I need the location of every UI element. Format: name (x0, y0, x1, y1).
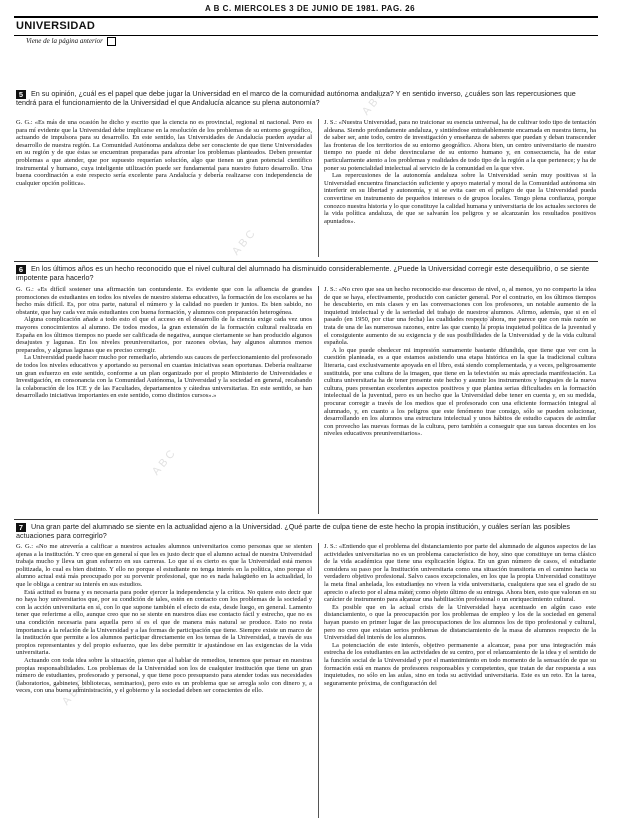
paragraph: J. S.: «Nuestra Universidad, para no traicionar su esencia universal, ha de cultivar todo tipo de tentación aldeana. Siendo profundamente andaluza, y sintiéndose entrañablemente encarnada en nuestra tierra, ha de saber ser, ante todo, centro de investigación y enseñanza de saberes que puedan y deban transcender las fronteras de los territorios de su entorno geográfico. Ahora bien, un centro universitario de nuestro tiempo no puede ni debe desvincularse de su entorno humano y, en consecuencia, ha de estar particularmente atento a los problemas y realidades de todo tipo de la región a la que pertenece; y ha de poner su potencialidad intelectual al servicio de la comunidad en la que vive. (324, 119, 596, 172)
continued-box-icon (107, 37, 116, 46)
question-divider (14, 519, 598, 520)
question-text: Una gran parte del alumnado se siente en la actualidad ajeno a la Universidad. ¿Qué parte de culpa tiene de este hecho la propia institución, y cuáles serían las posibles actuaciones para corregirlo? (16, 522, 570, 540)
paragraph: Está actitud es buena y es necesaria para poder ejercer la independencia y la crítica. No quiere esto decir que no haya hoy universitarios que, por su condición de tales, estén en contacto con los problemas de la sociedad y con la acción universitaria en sí, con lo que supone también el efecto de esta, desde luego, en general. Lamento tener que referirme a ello, aunque creo que no se siente en nuestros días ese contacto fácil y estrecho, que no es una condición necesaria para aquella pero sí es el que de manera más natural se produce. Esto no resta importancia a la relación de la Universidad y a las formas de participación que tiene. Siempre existe un marco de la institución que permite a los alumnos participar directamente en los temas de la Universidad, a través de sus propios representantes y del propio esfuerzo, que les debe permitir ir ajustándose en las exigencias de la vida universitaria. (16, 588, 312, 657)
paragraph: La potenciación de este interés, objetivo permanente a alcanzar, pasa por una integración más estrecha de los estudiantes en las actividades de su centro, por el relanzamiento de la idea y el sentido de la función social de la Universidad y por el mantenimiento en todo momento de la sensación de que su formación está en manos de profesores responsables y competentes, que tratan de dar respuesta a sus inquietudes, no sólo en las aulas, sino en toda su actividad universitaria. Este es un reto. En la tarea, seguramente próxima, de configuración del (324, 641, 596, 687)
question-6 (16, 265, 596, 283)
paragraph: J. S.: «No creo que sea un hecho reconocido ese descenso de nivel, o, al menos, yo no comparto la idea de que se haya, efectivamente, producido con carácter general. Por el contrario, en los últimos tiempos he descubierto, en mis clases y en las conversaciones con los profesores, un notable aumento de la inquietud intelectual y de la seriedad del trabajo de nuestros alumnos. Afirmo, además, que si en el pasado (en 1950, por citar una fecha) las cualidades respecto ahora, me parece que con más razón se trata de una de las numerosas razones, entre las que cuento la propia inquietud política de la juventud y el consiguiente aumento de su exigencia y de sus posibilidades de la Universidad y de la vida cultural española. (324, 286, 596, 347)
answer-5-right (324, 119, 596, 257)
continued-byline (26, 37, 116, 46)
column-divider (318, 543, 319, 818)
paragraph: Alguna complicación añade a todo esto el que el acceso en el desarrollo de la ciencia exige cada vez unos mayores conocimientos al alumno. De todos modos, la gran extensión de la formación cultural realizada en España en los últimos tiempos no puede ser calificada de negativa, aunque ciertamente se han producido algunos desajustes y lagunas. En los niveles preuniversitarios, por razones obvias, hay algunos alumnos menos preparados, y algunas lagunas que es preciso corregir. (16, 316, 312, 354)
question-7 (16, 523, 596, 541)
watermark: ABC (470, 305, 500, 338)
paragraph: Las repercusiones de la autonomía andaluza sobre la Universidad serán muy positivas si la Universidad encuentra financiación suficiente y apoyo material y moral de la Comunidad autónoma sin interferir en su libertad y autonomía, y si se evita caer en el peligro de que la Universidad pueda convertirse en instrumento de pequeños intereses o de grupos locales. Tengo plena confianza, porque conozco nuestra historia y lo que constituye la calidad humana y universitaria de los actuales sectores de la vida política andaluza, de que se salvarán los peligros y se alcanzarán los resultados positivos apuntados». (324, 172, 596, 225)
watermark: ABC (230, 225, 260, 258)
column-divider (318, 119, 319, 257)
paragraph: Es posible que en la actual crisis de la Universidad haya acentuado en algún caso este distanciamiento, o que la preocupación por los problemas de empleo y los de la sociedad en general hayan puesto en primer lugar de las preocupaciones de los alumnos los de tipo profesional y cultural, pero no creo que existan serios problemas de distanciamiento de la masa de alumnos respecto de la Universidad del interés de los alumnos. (324, 603, 596, 642)
paragraph: Actuando con toda idea sobre la situación, pienso que al hablar de remedios, tenemos que pensar en nuestras propias responsabilidades. Los problemas de la Universidad son los de cualquier institución que tiene un gran número de estudiantes, profesorado y personal, y que tiene poco presupuesto para atender todas sus necesidades (laboratorios, gabinetes, bibliotecas, seminarios), pero esto es un problema que se arregla solo con dinero y, a veces, con una buena administración, y el gobierno y la sociedad deben ser conscientes de ello. (16, 656, 312, 695)
question-divider (14, 261, 598, 262)
paragraph: G. G.: «Es difícil sostener una afirmación tan contundente. Es evidente que con la afluencia de grandes promociones de estudiantes en todos los niveles de nuestro sistema educativo, la formación de los escolares se ha hecho más difícil. Es, por otra parte, natural el número y la calidad no pueden ir juntos. Es bien sabido, no obstante, que hay cada vez más estudiantes con buena formación, y alumnos con preparación heterogénea. (16, 286, 312, 316)
watermark: ABC (360, 85, 390, 118)
top-rule (14, 16, 598, 18)
question-number: 5 (16, 90, 26, 99)
question-5 (16, 90, 596, 108)
question-text: En su opinión, ¿cuál es el papel que debe jugar la Universidad en el marco de la comunidad autónoma andaluza? Y en sentido inverso, ¿cuáles son las repercusiones que tendrá para el funcionamiento de la Universidad el que Andalucía alcance su plena autonomía? (16, 89, 576, 107)
watermark: ABC (60, 675, 90, 708)
answer-5-left (16, 119, 312, 257)
paragraph: G. G.: «Es más de una ocasión he dicho y escrito que la ciencia no es provincial, regional ni nacional. Pero es para mí evidente que la Universidad debe implicarse en la resolución de los problemas de su entorno geográfico, actuando de impulsora para su desarrollo. En este sentido, las Universidades de Andalucía pueden ayudar al desarrollo de nuestra región. La Comunidad Autónoma andaluza debe ser consciente de que tiene Universidades en su región y de que éstas se encuentran preparadas para afrontar los problemas planteados. Deben presentar problemas a que atender, que por supuesto requerían solución, algo que tienen un gran potencial científico instrumental y humano, cuya inteligente utilización puede ser fundamental para nuestro futuro desarrollo. Una buena coordinación a este respecto sería excelente para Andalucía y debería realizarse con independencia de cualquier opción política». (16, 119, 312, 187)
answer-6-left (16, 286, 312, 514)
question-number: 6 (16, 265, 26, 274)
answer-7-right (324, 543, 596, 818)
answer-6-right (324, 286, 596, 514)
paragraph: G. G.: «No me atrevería a calificar a nuestros actuales alumnos universitarios como personas que se sienten ajenas a la institución. Y creo que en general sí que les es justo decir que el alumno actual de nuestra Universidad trabaja mucho y lleva un gran esfuerzo en sus carreras. Lo que sí es cierto es que la Universidad está menos politizada, lo cual es bien distinto. Y ello no porque el estudiante no tenga interés en la política, sino porque el alumno actual está más preocupado por su porvenir profesional, que no es nada halagüeño en la actualidad, lo que le obliga a centrar su interés en sus estudios. (16, 543, 312, 588)
section-rule (14, 35, 598, 36)
answer-7-left (16, 543, 312, 818)
column-divider (318, 286, 319, 514)
paragraph: La Universidad puede hacer mucho por remediarlo, abriendo sus cauces de perfeccionamiento del profesorado de todos los niveles educativos y aportando su personal en cuantas iniciativas sean oportunas. Debería realizarse un gran esfuerzo en este sentido, conforme a un plan organizado por el propio Ministerio de Universidades e Investigación, en consonancia con la Comunidad Autónoma, la Universidad y la sociedad en general, recabando la colaboración de los ICE y de las Facultades, departamentos y cátedras universitarias. En este sentido, se han desarrollado iniciativas importantes en este sentido, como distintos cursos».» (16, 354, 312, 400)
continued-text: Viene de la página anterior (26, 37, 103, 46)
question-number: 7 (16, 523, 26, 532)
running-head: A B C. MIERCOLES 3 DE JUNIO DE 1981. PAG. 26 (204, 4, 416, 13)
watermark: ABC (400, 575, 430, 608)
watermark: ABC (150, 445, 180, 478)
section-title: UNIVERSIDAD (16, 20, 96, 32)
paragraph: J. S.: «Entiendo que el problema del distanciamiento por parte del alumnado de algunos aspectos de las actividades universitarias no es un problema característico de hoy, sino que constituye un tema clásico de la vida académica que tiene una explicación lógica. En un gran número de casos, el estudiante considera su paso por la Institución universitaria como una situación transitoria en el camino hacia su verdadero objetivo profesional. Salvo casos excepcionales, en los que la propia Universidad constituye la meta final anhelada, los estudiantes no viven la vida universitaria, cualquiera que sea el grado de su aprecio o afecto por el alma máter, como objeto último de su entrega. Ahora bien, esto que valoran en su carácter de instrumento para alcanzar una habilitación profesional o un enriquecimiento cultural. (324, 543, 596, 604)
paragraph: A lo que puede obedecer mi impresión sumamente bastante difundida, que tiene que ver con la cuestión planteada, es a que estamos asistiendo una etapa histórica en la que la tradicional cultura literaria, casi exclusivamente apoyada en el libro, está siendo complementada, y a veces, peligrosamente sustituida, por una cultura de la imagen, que tiene en la televisión su más apreciada manifestación. La cultura universitaria ha de tener presente este hecho y asumir los instrumentos y lenguajes de la nueva cultura, pues presentan excelentes aspectos positivos y que plantea serias dificultades en la formación intelectual de la juventud, pero es un hecho que la Universidad debe tener en cuenta y, en su medida, procurar corregir a través de los medios que el profesorado con una eficiente formación integral al alumnado, y, en cuanto a los peligros que este fenómeno trae consigo, sólo se pueden solucionar, desarrollando en los alumnos una estructura intelectual y unos hábitos de estudio capaces de asimilar con provecho las nuevas formas de la cultura, pero también a conseguir que sus tareas docentes en los niveles educativos preuniversitarios». (324, 346, 596, 438)
question-text: En los últimos años es un hecho reconocido que el nivel cultural del alumnado ha disminuido considerablemente. ¿Puede la Universidad corregir este desequilibrio, o se siente impotente para hacerlo? (16, 264, 590, 282)
